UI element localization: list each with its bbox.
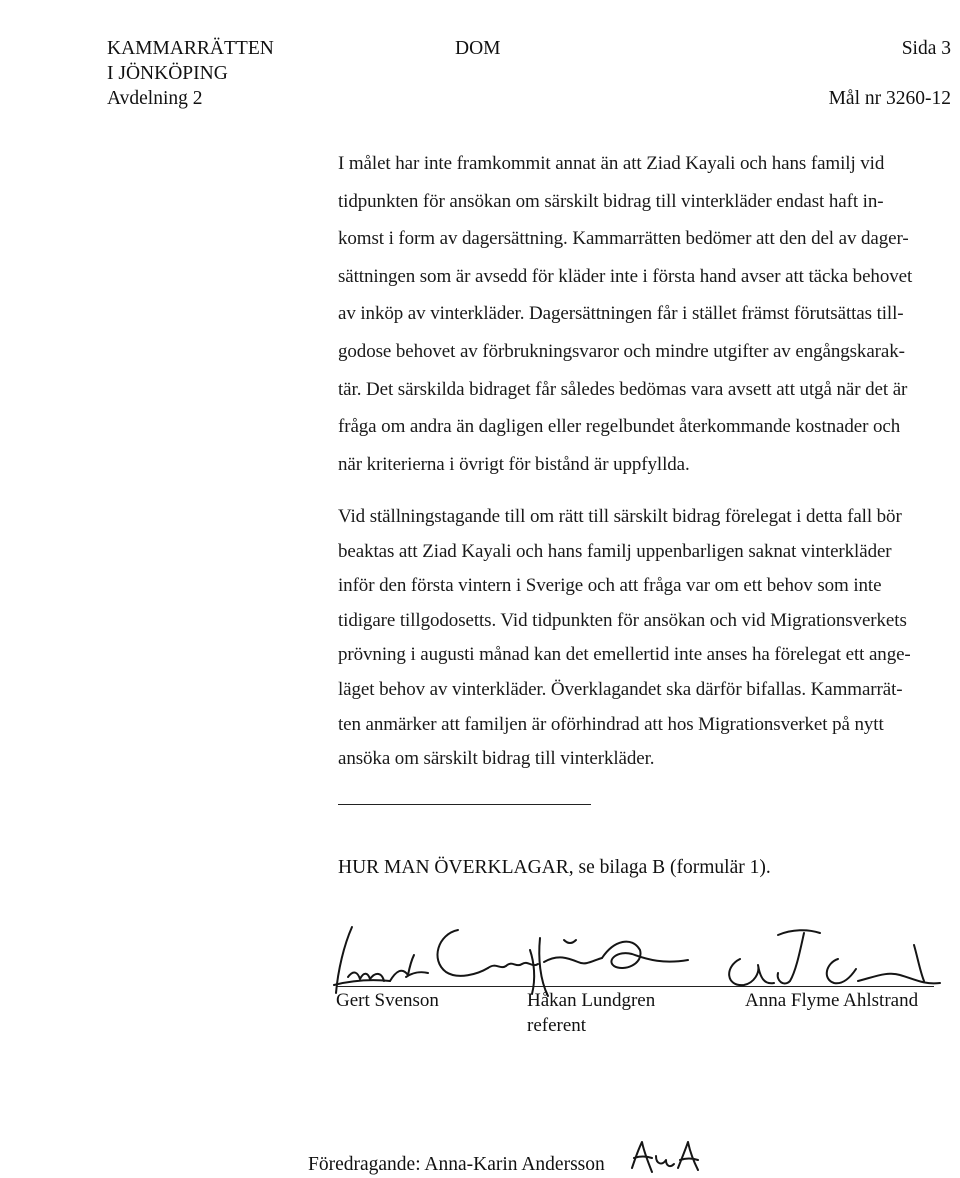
- paragraph-line: ansöka om särskilt bidrag till vinterkläder.: [338, 748, 655, 770]
- case-number: Mål nr 3260-12: [828, 88, 951, 109]
- paragraph-line: prövning i augusti månad kan det emellertid inte anses ha förelegat ett ange-: [338, 644, 911, 666]
- rapporteur-line: Föredragande: Anna-Karin Andersson: [308, 1154, 605, 1175]
- paragraph-line: ten anmärker att familjen är oförhindrad att hos Migrationsverket på nytt: [338, 713, 884, 735]
- signature-anna-flyme-ahlstrand: [718, 915, 948, 995]
- paragraph-line: I målet har inte framkommit annat än att Ziad Kayali och hans familj vid: [338, 153, 885, 174]
- appeal-instructions: HUR MAN ÖVERKLAGAR, se bilaga B (formulär 1).: [338, 857, 771, 878]
- page-number: Sida 3: [901, 38, 951, 59]
- signature-gert-svenson: [330, 915, 430, 995]
- paragraph-line: Vid ställningstagande till om rätt till särskilt bidrag förelegat i detta fall bör: [338, 506, 902, 527]
- signature-hakan-lundgren: [418, 910, 708, 1000]
- paragraph-line: tidpunkten för ansökan om särskilt bidrag till vinterkläder endast haft in-: [338, 190, 884, 212]
- paragraph-2: [338, 500, 958, 777]
- document-type: DOM: [455, 38, 501, 59]
- signatory-role-2: referent: [527, 1015, 587, 1036]
- court-name-line1: KAMMARRÄTTEN: [107, 38, 274, 59]
- paragraph-line: sättningen som är avsedd för kläder inte i första hand avser att täcka behovet: [338, 265, 913, 287]
- paragraph-line: fråga om andra än dagligen eller regelbundet återkommande kostnader och: [338, 416, 901, 438]
- court-name-line2: I JÖNKÖPING: [107, 63, 228, 84]
- rapporteur-initials: [622, 1138, 702, 1176]
- signatory-name-1: Gert Svenson: [336, 990, 439, 1011]
- signatory-name-2: Håkan Lundgren: [527, 990, 656, 1011]
- paragraph-line: när kriterierna i övrigt för bistånd är uppfyllda.: [338, 453, 690, 475]
- paragraph-line: tär. Det särskilda bidraget får således bedömas vara avsett att utgå när det är: [338, 378, 908, 400]
- separator-line: [338, 804, 591, 805]
- paragraph-line: läget behov av vinterkläder. Överklagandet ska därför bifallas. Kammarrät-: [338, 678, 903, 700]
- paragraph-line: inför den första vintern i Sverige och att fråga var om ett behov som inte: [338, 575, 882, 597]
- paragraph-line: komst i form av dagersättning. Kammarrätten bedömer att den del av dager-: [338, 228, 909, 250]
- paragraph-1: [338, 145, 958, 483]
- paragraph-line: godose behovet av förbrukningsvaror och mindre utgifter av engångskarak-: [338, 340, 905, 362]
- paragraph-line: av inköp av vinterkläder. Dagersättningen får i stället främst förutsättas till-: [338, 303, 904, 325]
- paragraph-line: tidigare tillgodosetts. Vid tidpunkten för ansökan och vid Migrationsverkets: [338, 609, 907, 631]
- signatory-name-3: Anna Flyme Ahlstrand: [745, 990, 919, 1011]
- paragraph-line: beaktas att Ziad Kayali och hans familj uppenbarligen saknat vinterkläder: [338, 540, 892, 562]
- division-label: Avdelning 2: [107, 88, 203, 109]
